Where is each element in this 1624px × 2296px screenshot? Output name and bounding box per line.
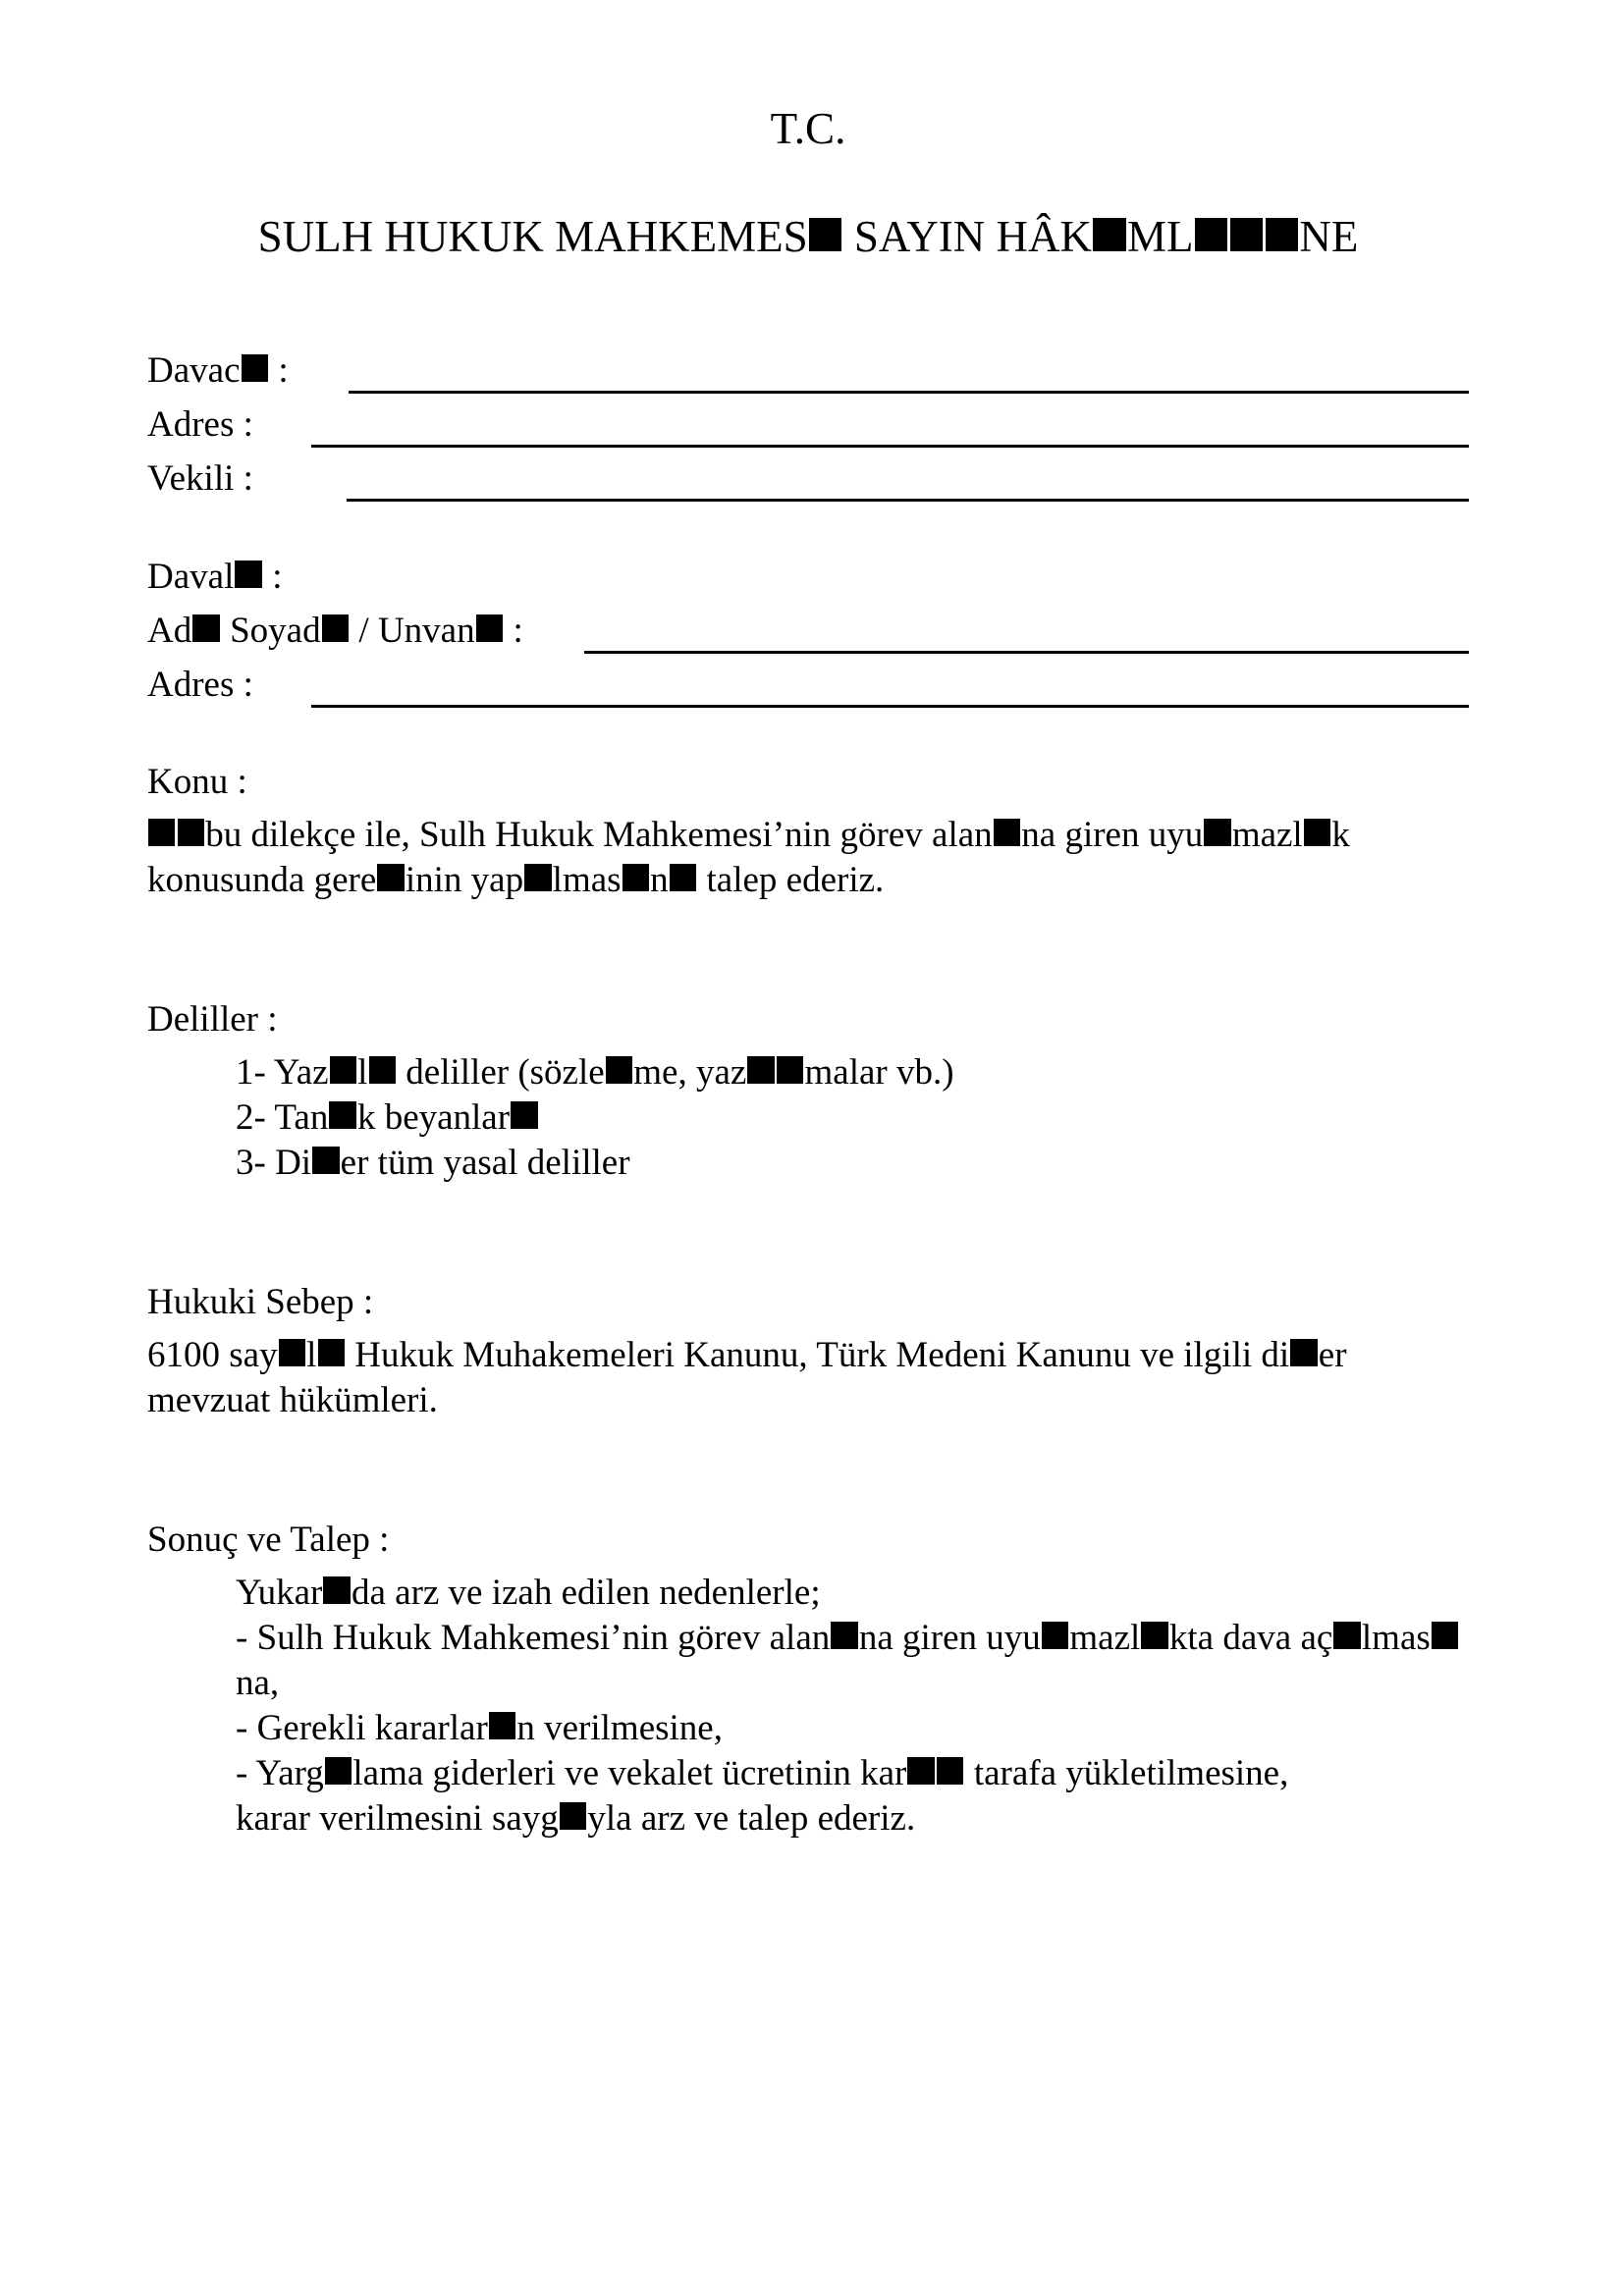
plaintiff-address-fill-line	[311, 445, 1469, 448]
subject-label: Konu :	[147, 762, 247, 802]
missing-glyph-box	[330, 1056, 356, 1084]
defendant-address-fill-line	[311, 705, 1469, 708]
missing-glyph-box	[323, 1576, 350, 1604]
missing-glyph-box	[242, 354, 268, 382]
missing-glyph-box	[606, 1056, 632, 1084]
republic-abbreviation: T.C.	[770, 104, 846, 153]
legal-basis-label: Hukuki Sebep :	[147, 1282, 374, 1322]
defendant-address-row	[147, 658, 1469, 712]
missing-glyph-box	[192, 614, 219, 642]
missing-glyph-box	[279, 1339, 305, 1366]
missing-glyph-box	[178, 819, 204, 846]
missing-glyph-box	[1290, 1339, 1317, 1366]
conclusion-line: Yukar da arz ve izah edilen nedenlerle;	[236, 1573, 821, 1613]
plaintiff-address-label: Adres :	[147, 404, 253, 445]
defendant-title-row	[147, 550, 1469, 604]
conclusion-section	[147, 1517, 1469, 1842]
missing-glyph-box	[1304, 819, 1330, 846]
defendant-name-row	[147, 604, 1469, 658]
missing-glyph-box	[907, 1757, 934, 1785]
missing-glyph-box	[235, 561, 261, 588]
court-heading: SULH HUKUK MAHKEMES SAYIN HÂK ML NE	[257, 212, 1359, 261]
missing-glyph-box	[312, 1147, 339, 1174]
conclusion-line: karar verilmesini sayg yla arz ve talep ederiz.	[236, 1798, 916, 1839]
missing-glyph-box	[329, 1101, 355, 1129]
legal-basis-section	[147, 1279, 1469, 1423]
defendant-name-fill-line	[584, 651, 1469, 654]
missing-glyph-box	[524, 864, 551, 891]
plaintiff-name-row	[147, 344, 1469, 398]
plaintiff-address-row	[147, 398, 1469, 452]
missing-glyph-box	[1141, 1622, 1167, 1649]
evidence-label: Deliller :	[147, 999, 278, 1040]
conclusion-label: Sonuç ve Talep :	[147, 1520, 390, 1560]
missing-glyph-box	[489, 1712, 515, 1739]
missing-glyph-box	[1042, 1622, 1068, 1649]
missing-glyph-box	[322, 614, 349, 642]
missing-glyph-box	[777, 1056, 803, 1084]
missing-glyph-box	[325, 1757, 352, 1785]
evidence-item: 2- Tan k beyanlar	[147, 1095, 1469, 1141]
conclusion-line: - Yarg lama giderleri ve vekalet ücretinin kar tarafa yükletilmesine,	[236, 1753, 1289, 1793]
conclusion-line: - Sulh Hukuk Mahkemesi’nin görev alan na giren uyu mazl kta dava aç lmasna,	[147, 1616, 1469, 1706]
missing-glyph-box	[994, 819, 1020, 846]
subject-body: bu dilekçe ile, Sulh Hukuk Mahkemesi’nin görev alan na giren uyu mazl k konusunda gere inin yap lmas n talep ederiz.	[147, 815, 1350, 900]
missing-glyph-box	[1093, 218, 1125, 251]
defendant-address-label: Adres :	[147, 665, 253, 705]
missing-glyph-box	[560, 1802, 586, 1830]
evidence-item: 3- Di er tüm yasal deliller	[236, 1143, 630, 1183]
plaintiff-name-fill-line	[349, 391, 1469, 394]
legal-basis-body: 6100 say l Hukuk Muhakemeleri Kanunu, Türk Medeni Kanunu ve ilgili di er mevzuat hükümleri.	[147, 1335, 1347, 1420]
defendant-section	[147, 550, 1469, 712]
missing-glyph-box	[1230, 218, 1263, 251]
plaintiff-name-label: Davac :	[147, 350, 289, 391]
missing-glyph-box	[1266, 218, 1298, 251]
subject-section	[147, 759, 1469, 903]
missing-glyph-box	[1333, 1622, 1360, 1649]
plaintiff-section	[147, 344, 1469, 506]
missing-glyph-box	[1195, 218, 1227, 251]
missing-glyph-box	[670, 864, 696, 891]
conclusion-line: - Gerekli kararlar n verilmesine,	[236, 1708, 723, 1748]
evidence-section	[147, 996, 1469, 1186]
evidence-item: 1- Yaz l deliller (sözle me, yaz malar vb.)	[236, 1052, 954, 1093]
defendant-name-label: Ad Soyad / Unvan :	[147, 611, 523, 651]
missing-glyph-box	[1432, 1622, 1458, 1649]
plaintiff-attorney-row	[147, 452, 1469, 506]
missing-glyph-box	[318, 1339, 345, 1366]
missing-glyph-box	[937, 1757, 963, 1785]
defendant-title-label: Daval :	[147, 557, 283, 597]
missing-glyph-box	[831, 1622, 857, 1649]
missing-glyph-box	[809, 218, 841, 251]
missing-glyph-box	[511, 1101, 537, 1129]
missing-glyph-box	[1204, 819, 1230, 846]
missing-glyph-box	[623, 864, 649, 891]
missing-glyph-box	[747, 1056, 774, 1084]
missing-glyph-box	[369, 1056, 396, 1084]
missing-glyph-box	[148, 819, 175, 846]
missing-glyph-box	[377, 864, 404, 891]
plaintiff-attorney-fill-line	[347, 499, 1469, 502]
plaintiff-attorney-label: Vekili :	[147, 458, 253, 499]
missing-glyph-box	[476, 614, 503, 642]
